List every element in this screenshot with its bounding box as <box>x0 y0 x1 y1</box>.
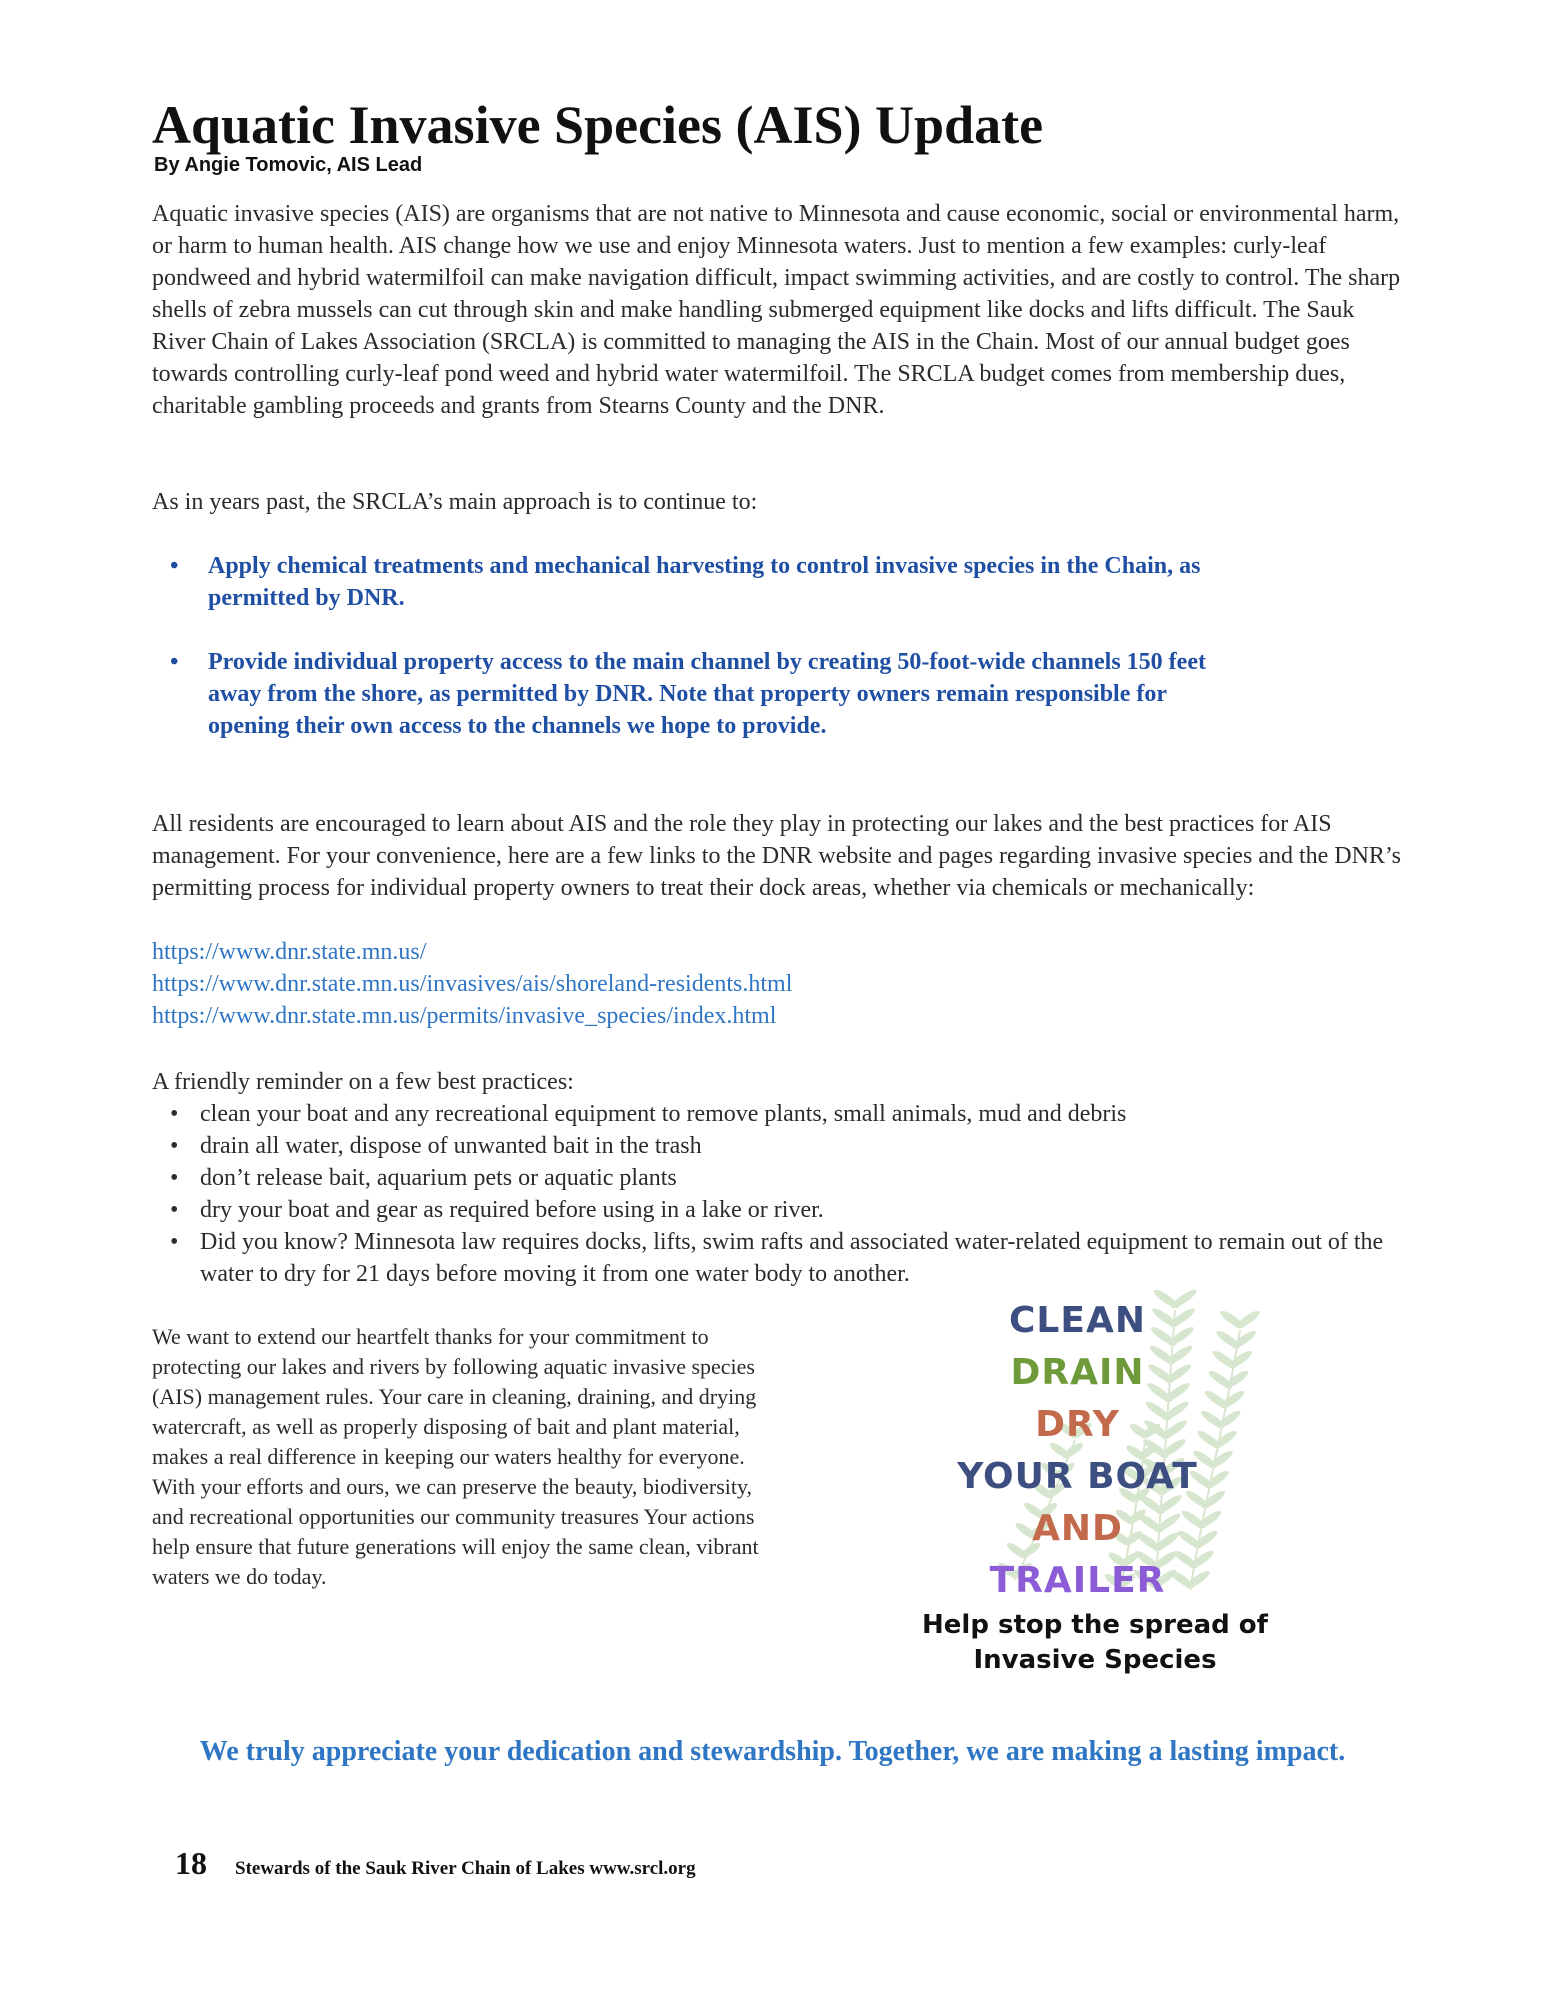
page-footer <box>175 1845 696 1882</box>
best-practice-item: • drain all water, dispose of unwanted bait in the trash <box>170 1130 1400 1162</box>
poster-word-dry: DRY <box>1035 1404 1120 1445</box>
byline: By Angie Tomovic, AIS Lead <box>154 154 423 176</box>
best-practice-item: • Did you know? Minnesota law requires docks, lifts, swim rafts and associated water-related equipment to remain out of the water to dry for 21 days before moving it from one water body to another. <box>170 1226 1400 1290</box>
poster-word-your-boat: YOUR BOAT <box>957 1456 1198 1497</box>
clean-drain-dry-poster <box>905 1290 1285 1710</box>
poster-word-and: AND <box>1032 1508 1123 1549</box>
approach-list <box>170 550 1220 774</box>
approach-item: • Provide individual property access to the main channel by creating 50-foot-wide channels 150 feet away from the shore, as permitted by DNR. Note that property owners remain responsible for opening their own access to the channels we hope to provide. <box>170 646 1220 742</box>
best-practice-item: • don’t release bait, aquarium pets or aquatic plants <box>170 1162 1400 1194</box>
thanks-paragraph: We want to extend our heartfelt thanks for your commitment to protecting our lakes and rivers by following aquatic invasive species (AIS) management rules. Your care in cleaning, draining, and drying watercraft, as well as properly disposing of bait and plant material, makes a real difference in keeping our waters healthy for everyone. With your efforts and ours, we can preserve the beauty, biodiversity, and recreational opportunities our community treasures Your actions help ensure that future generations will enjoy the same clean, vibrant waters we do today. <box>152 1324 759 1589</box>
poster-word-drain: DRAIN <box>1010 1352 1145 1393</box>
best-practice-item: • clean your boat and any recreational equipment to remove plants, small animals, mud and debris <box>170 1098 1400 1130</box>
links-intro: All residents are encouraged to learn about AIS and the role they play in protecting our lakes and the best practices for AIS management. For your convenience, here are a few links to the DNR website and pages regarding invasive species and the DNR’s permitting process for individual property owners to treat their dock areas, whether via chemicals or mechanically: <box>152 811 1401 901</box>
dnr-shoreland-link[interactable]: https://www.dnr.state.mn.us/invasives/ais/shoreland-residents.html <box>152 971 793 997</box>
best-practice-item: • dry your boat and gear as required before using in a lake or river. <box>170 1194 1400 1226</box>
poster-caption-line1: Help stop the spread of <box>922 1610 1268 1640</box>
intro-paragraph: Aquatic invasive species (AIS) are organisms that are not native to Minnesota and cause economic, social or environmental harm, or harm to human health. AIS change how we use and enjoy Minnesota waters. Just to mention a few examples: curly-leaf pondweed and hybrid watermilfoil can make navigation difficult, impact swimming activities, and are costly to control. The sharp shells of zebra mussels can cut through skin and make handling submerged equipment like docks and lifts difficult. The Sauk River Chain of Lakes Association (SRCLA) is committed to managing the AIS in the Chain. Most of our annual budget goes towards controlling curly-leaf pond weed and hybrid water watermilfoil. The SRCLA budget comes from membership dues, charitable gambling proceeds and grants from Stearns County and the DNR. <box>152 201 1401 419</box>
appreciation-note: We truly appreciate your dedication and stewardship. Together, we are making a lasting impact. <box>199 1736 1346 1767</box>
poster-word-trailer: TRAILER <box>989 1560 1166 1601</box>
poster-word-clean: CLEAN <box>1009 1300 1146 1341</box>
article-title: Aquatic Invasive Species (AIS) Update <box>152 95 1044 155</box>
page-number: 18 <box>175 1845 207 1881</box>
poster-caption-line2: Invasive Species <box>973 1645 1217 1675</box>
best-practices-list <box>170 1098 1400 1290</box>
reminder-intro: A friendly reminder on a few best practices: <box>152 1069 574 1095</box>
dnr-links <box>152 936 792 1032</box>
dnr-permits-link[interactable]: https://www.dnr.state.mn.us/permits/invasive_species/index.html <box>152 1003 777 1029</box>
approach-intro: As in years past, the SRCLA’s main approach is to continue to: <box>152 489 758 515</box>
dnr-link[interactable]: https://www.dnr.state.mn.us/ <box>152 939 427 965</box>
poster-caption <box>905 1608 1285 1678</box>
approach-item: • Apply chemical treatments and mechanical harvesting to control invasive species in the Chain, as permitted by DNR. <box>170 550 1220 614</box>
footer-text: Stewards of the Sauk River Chain of Lakes www.srcl.org <box>235 1858 696 1879</box>
